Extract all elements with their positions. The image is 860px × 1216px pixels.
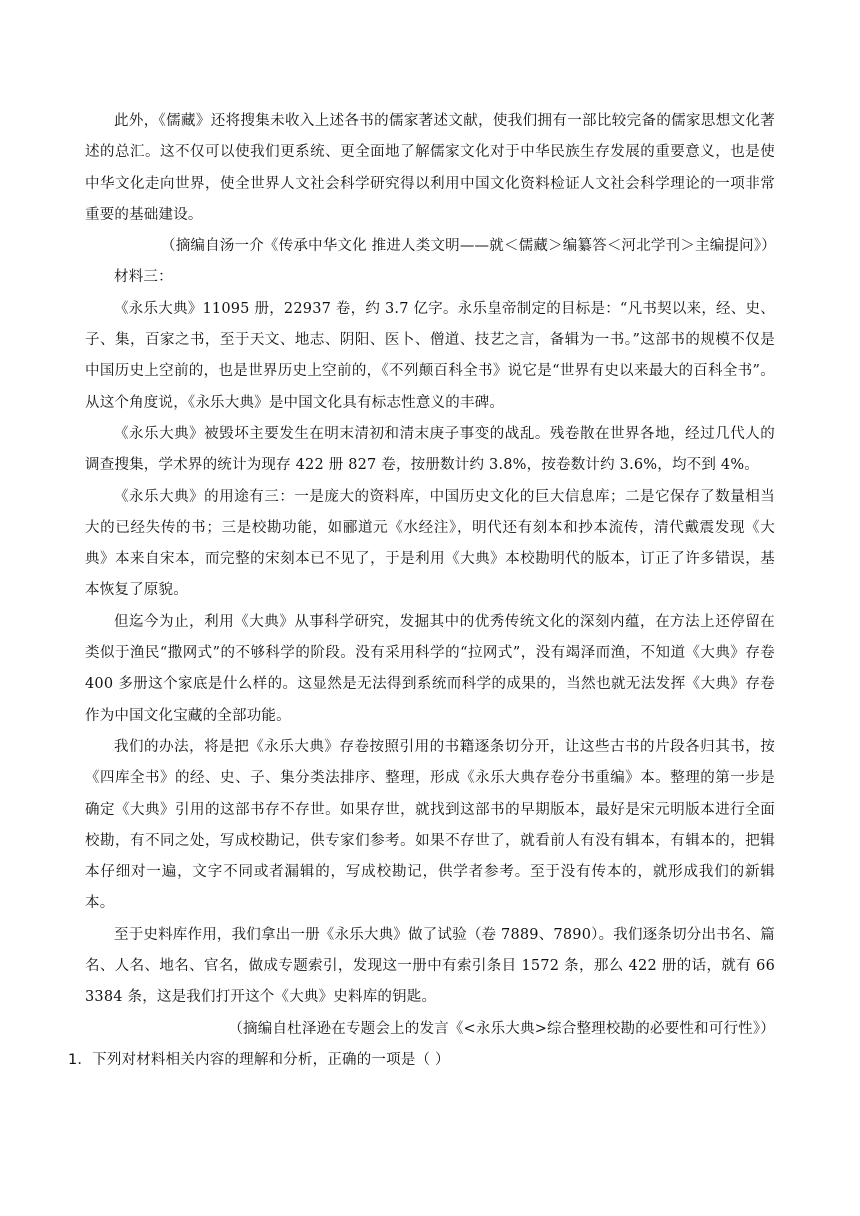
document-body	[68, 106, 776, 1076]
question-1: 1．下列对材料相关内容的理解和分析，正确的一项是（ ）	[68, 1051, 450, 1068]
paragraph-yongle-research: 但迄今为止，利用《大典》从事科学研究，发掘其中的优秀传统文化的深刻内蕴，在方法上还停留在类似于渔民“撒网式”的不够科学的阶段。没有采用科学的“拉网式”，没有竭泽而渔，不知道《大典》存卷 400 多册这个家底是什么样的。这显然是无法得到系统而科学的成果的，当然也就无法发挥《大典》存卷作为中国文化宝藏的全部功能。	[85, 613, 775, 724]
paragraph-yongle-method: 我们的办法，将是把《永乐大典》存卷按照引用的书籍逐条切分开，让这些古书的片段各归其书，按《四库全书》的经、史、子、集分类法排序、整理，形成《永乐大典存卷分书重编》本。整理的第一步是确定《大典》引用的这部书存不存世。如果存世，就找到这部书的早期版本，最好是宋元明版本进行全面校勘，有不同之处，写成校勘记，供专家们参考。如果不存世了，就看前人有没有辑本，有辑本的，把辑本仔细对一遍，文字不同或者漏辑的，写成校勘记，供学者参考。至于没有传本的，就形成我们的新辑本。	[85, 738, 775, 912]
material-3-label: 材料三：	[114, 269, 173, 286]
paragraph-yongle-uses: 《永乐大典》的用途有三：一是庞大的资料库，中国历史文化的巨大信息库；二是它保存了数量相当大的已经失传的书；三是校勘功能，如郦道元《水经注》，明代还有刻本和抄本流传，清代戴震发现《大典》本来自宋本，而完整的宋刻本已不见了，于是利用《大典》本校勘明代的版本，订正了许多错误，基本恢复了原貌。	[85, 488, 775, 599]
paragraph-yongle-index: 至于史料库作用，我们拿出一册《永乐大典》做了试验（卷 7889、7890）。我们逐条切分出书名、篇名、人名、地名、官名，做成专题索引，发现这一册中有索引条目 1572 条，那么 422 册的话，就有 663384 条，这是我们打开这个《大典》史料库的钥匙。	[85, 926, 775, 1006]
paragraph-ruzang-summary: 此外，《儒藏》还将搜集未收入上述各书的儒家著述文献，使我们拥有一部比较完备的儒家思想文化著述的总汇。这不仅可以使我们更系统、更全面地了解儒家文化对于中华民族生存发展的重要意义，也是使中华文化走向世界，使全世界人文社会科学研究得以利用中国文化资料检证人文社会科学理论的一项非常重要的基础建设。	[85, 113, 775, 223]
paragraph-yongle-damage: 《永乐大典》被毁坏主要发生在明末清初和清末庚子事变的战乱。残卷散在世界各地，经过几代人的调查搜集，学术界的统计为现存 422 册 827 卷，按册数计约 3.8%，按卷数计约 3.6%，均不到 4%。	[85, 425, 775, 474]
source-citation-2: （摘编自杜泽逊在专题会上的发言《<永乐大典>综合整理校勘的必要性和可行性》）	[228, 1020, 775, 1037]
paragraph-yongle-scale: 《永乐大典》11095 册，22937 卷，约 3.7 亿字。永乐皇帝制定的目标是：“凡书契以来，经、史、子、集，百家之书，至于天文、地志、阴阳、医卜、僧道、技艺之言，备辑为一书。”这部书的规模不仅是中国历史上空前的，也是世界历史上空前的，《不列颠百科全书》说它是“世界有史以来最大的百科全书”。从这个角度说，《永乐大典》是中国文化具有标志性意义的丰碑。	[85, 300, 775, 411]
source-citation-1: （摘编自汤一介《传承中华文化 推进人类文明——就＜儒藏＞编纂答＜河北学刊＞主编提问》）	[161, 238, 776, 255]
